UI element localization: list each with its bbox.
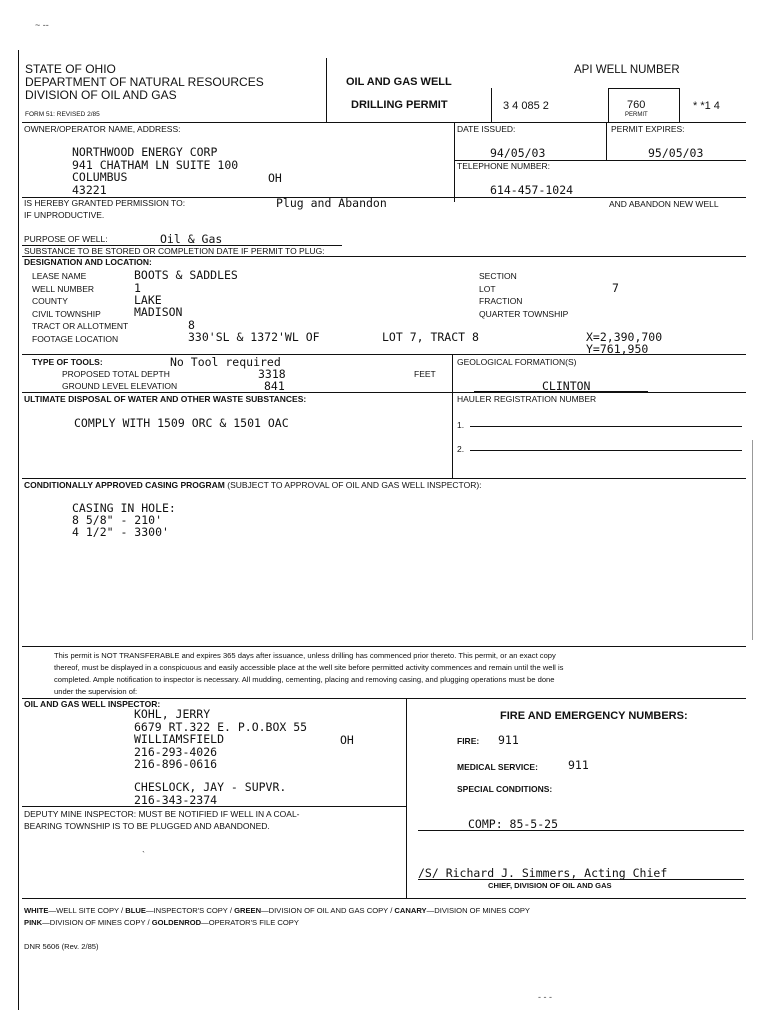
permission-label-2: IF UNPRODUCTIVE. [24,210,105,220]
signature: /S/ Richard J. Simmers, Acting Chief [418,866,668,880]
owner-right-divider [454,122,455,202]
inspector-state: OH [340,733,354,747]
top-scribble: ~ -- [35,20,49,30]
copy-canary: CANARY [394,906,427,915]
permit-box [608,88,680,123]
left-margin-line [18,50,19,1010]
x-coordinate: X=2,390,700 [586,330,663,344]
form-number: FORM 51: REVISED 2/85 [25,111,100,118]
inspector-name: KOHL, JERRY [134,707,211,721]
permit-expires-value: 95/05/03 [648,146,704,160]
owner-city: COLUMBUS [72,170,128,184]
casing-line-1: CASING IN HOLE: [72,501,176,515]
inspector-phone-1: 216-293-4026 [134,744,218,759]
location-right-labels [479,270,568,320]
formation-value: CLINTON [542,379,591,393]
medical-value: 911 [568,758,589,772]
owner-zip: 43221 [72,182,107,197]
purpose-value: Oil & Gas [160,232,223,246]
casing-block [72,502,176,538]
dnr-form-number: DNR 5606 (Rev. 2/85) [24,942,99,951]
notice-paragraph [54,650,563,698]
owner-address-block [72,146,238,196]
purpose-label: PURPOSE OF WELL: [24,234,108,244]
copy-white-text: —WELL SITE COPY / [48,906,126,915]
rule-disposal-top [22,392,746,393]
copy-pink: PINK [24,918,43,927]
hauler-1-line [470,426,742,427]
feet-label: FEET [414,369,436,379]
copy-goldenrod: GOLDENROD [151,918,202,927]
supervisor-block [134,781,286,806]
permit-label: PERMIT [625,112,648,118]
api-suffix: * *1 4 [693,100,720,112]
rule-owner-top [22,122,746,123]
quarter-township-label: QUARTER TOWNSHIP [479,308,569,319]
footage-label: FOOTAGE LOCATION [32,333,119,344]
copy-distribution-line-2 [24,918,299,927]
hauler-label: HAULER REGISTRATION NUMBER [457,394,597,404]
telephone-value: 614-457-1024 [490,183,574,197]
inspector-city: WILLIAMSFIELD [134,732,225,746]
depth-value: 3318 [258,367,286,381]
doc-title-2: DRILLING PERMIT [351,99,448,111]
agency-line-2: DEPARTMENT OF NATURAL RESOURCES [25,75,264,89]
footage-value: 330'SL & 1372'WL OF [188,330,320,344]
casing-label-rest: (SUBJECT TO APPROVAL OF OIL AND GAS WELL INSPECTOR): [227,480,482,490]
county-value: LAKE [134,293,162,307]
formation-label: GEOLOGICAL FORMATION(S) [457,357,577,367]
comp-value: COMP: 85-5-25 [468,817,559,831]
mark-scribble: ` [142,850,145,860]
api-label: API WELL NUMBER [574,64,680,76]
agency-line-3: DIVISION OF OIL AND GAS [25,88,177,102]
inspector-phone-2: 216-896-0616 [134,757,218,771]
section-label: SECTION [479,271,517,281]
elevation-label: GROUND LEVEL ELEVATION [62,381,178,391]
hauler-1-label: 1. [457,420,465,430]
casing-label [24,480,482,490]
permit-number: 760 [627,99,646,111]
well-number-label: WELL NUMBER [32,283,95,294]
supervisor-phone: 216-343-2374 [134,792,218,807]
fire-label: FIRE: [457,736,480,746]
deputy-line-2: BEARING TOWNSHIP IS TO BE PLUGGED AND ABANDONED. [24,821,270,831]
tools-label: TYPE OF TOOLS: [32,357,103,367]
copy-pink-text: —DIVISION OF MINES COPY / [42,918,152,927]
inspector-divider [406,698,407,898]
copy-goldenrod-text: —OPERATOR'S FILE COPY [201,918,299,927]
copy-blue-text: —INSPECTOR'S COPY / [145,906,235,915]
fraction-label: FRACTION [479,296,523,306]
copy-white: WHITE [24,906,49,915]
disposal-value: COMPLY WITH 1509 ORC & 1501 OAC [74,416,289,430]
fire-value: 911 [498,733,519,747]
dates-divider [606,122,607,160]
lot-tract-value: LOT 7, TRACT 8 [382,330,479,344]
copy-blue: BLUE [125,906,146,915]
rule-footer-top [22,898,746,899]
owner-street: 941 CHATHAM LN SUITE 100 [72,157,239,172]
medical-label: MEDICAL SERVICE: [457,762,538,772]
agency-line-1: STATE OF OHIO [25,62,116,76]
notice-line-3: completed. Ample notification to inspector is necessary. All mudding, cementing, placing and removing casing, and plugging operations must be done [54,675,555,684]
tract-label: TRACT OR ALLOTMENT [32,321,129,331]
tools-divider [452,354,453,478]
casing-line-2: 8 5/8" - 210' [72,513,163,527]
substance-label: SUBSTANCE TO BE STORED OR COMPLETION DATE IF PERMIT TO PLUG: [24,246,325,256]
depth-label: PROPOSED TOTAL DEPTH [62,369,170,379]
inspector-label: OIL AND GAS WELL INSPECTOR: [24,699,161,709]
lot-label: LOT [479,283,496,294]
owner-name: NORTHWOOD ENERGY CORP [72,145,218,159]
location-labels [32,270,128,345]
deputy-block [24,808,300,832]
notice-line-2: thereof, must be displayed in a conspicuous and easily accessible place at the well site before permitted activity commences and remain until the well is [54,663,564,672]
disposal-label: ULTIMATE DISPOSAL OF WATER AND OTHER WASTE SUBSTANCES: [24,394,307,404]
elevation-value: 841 [264,379,285,393]
emergency-title: FIRE AND EMERGENCY NUMBERS: [500,710,688,722]
lease-name-label: LEASE NAME [32,271,87,281]
casing-line-3: 4 1/2" - 3300' [72,525,169,539]
tract-value: 8 [188,318,195,332]
tools-value: No Tool required [170,355,281,369]
hauler-2-line [470,450,742,451]
county-label: COUNTY [32,296,68,306]
deputy-line-1: DEPUTY MINE INSPECTOR: MUST BE NOTIFIED IF WELL IN A COAL- [24,809,300,819]
notice-line-4: under the supervision of: [54,687,138,696]
y-coordinate: Y=761,950 [586,342,649,356]
chief-title: CHIEF, DIVISION OF OIL AND GAS [488,881,612,890]
civil-township-label: CIVIL TOWNSHIP [32,308,101,319]
api-number: 3 4 085 2 [503,100,549,112]
header-divider-1 [326,58,327,122]
township-value: MADISON [134,305,183,319]
permit-expires-label: PERMIT EXPIRES: [611,124,685,134]
copy-distribution-line-1 [24,906,530,915]
agency-block [25,63,264,102]
permission-action: Plug and Abandon [276,196,387,210]
comp-underline [418,830,744,831]
bottom-scribble: - - - [538,992,552,1002]
copy-canary-text: —DIVISION OF MINES COPY [426,906,530,915]
right-margin-line [752,440,753,640]
lease-name-value: BOOTS & SADDLES [134,268,238,282]
permission-right-text: AND ABANDON NEW WELL [609,199,719,209]
doc-title-1: OIL AND GAS WELL [346,76,452,88]
inspector-block [134,708,307,771]
supervisor-name: CHESLOCK, JAY - SUPVR. [134,780,287,794]
rule-casing-top [22,478,746,479]
casing-label-bold: CONDITIONALLY APPROVED CASING PROGRAM [24,480,225,490]
permission-label: IS HEREBY GRANTED PERMISSION TO: [24,198,186,208]
header-divider-2 [491,88,492,122]
date-issued-label: DATE ISSUED: [457,124,516,134]
inspector-address: 6679 RT.322 E. P.O.BOX 55 [134,719,308,734]
owner-state: OH [268,171,282,185]
notice-line-1: This permit is NOT TRANSFERABLE and expires 365 days after issuance, unless drilling has commenced prior thereto. This permit, or an exact copy [54,651,556,660]
rule-deputy-top [22,806,406,807]
lot-value: 7 [612,281,619,295]
signature-line [418,879,744,880]
copy-green-text: —DIVISION OF OIL AND GAS COPY / [261,906,395,915]
hauler-2-label: 2. [457,444,465,454]
well-number-value: 1 [134,281,141,295]
owner-label: OWNER/OPERATOR NAME, ADDRESS: [24,124,181,134]
date-issued-value: 94/05/03 [490,146,546,160]
copy-green: GREEN [234,906,262,915]
rule-tools-top [22,354,746,355]
location-section-label: DESIGNATION AND LOCATION: [24,257,152,267]
special-conditions-label: SPECIAL CONDITIONS: [457,784,553,794]
telephone-label: TELEPHONE NUMBER: [457,161,551,171]
rule-notice-top [22,646,746,647]
